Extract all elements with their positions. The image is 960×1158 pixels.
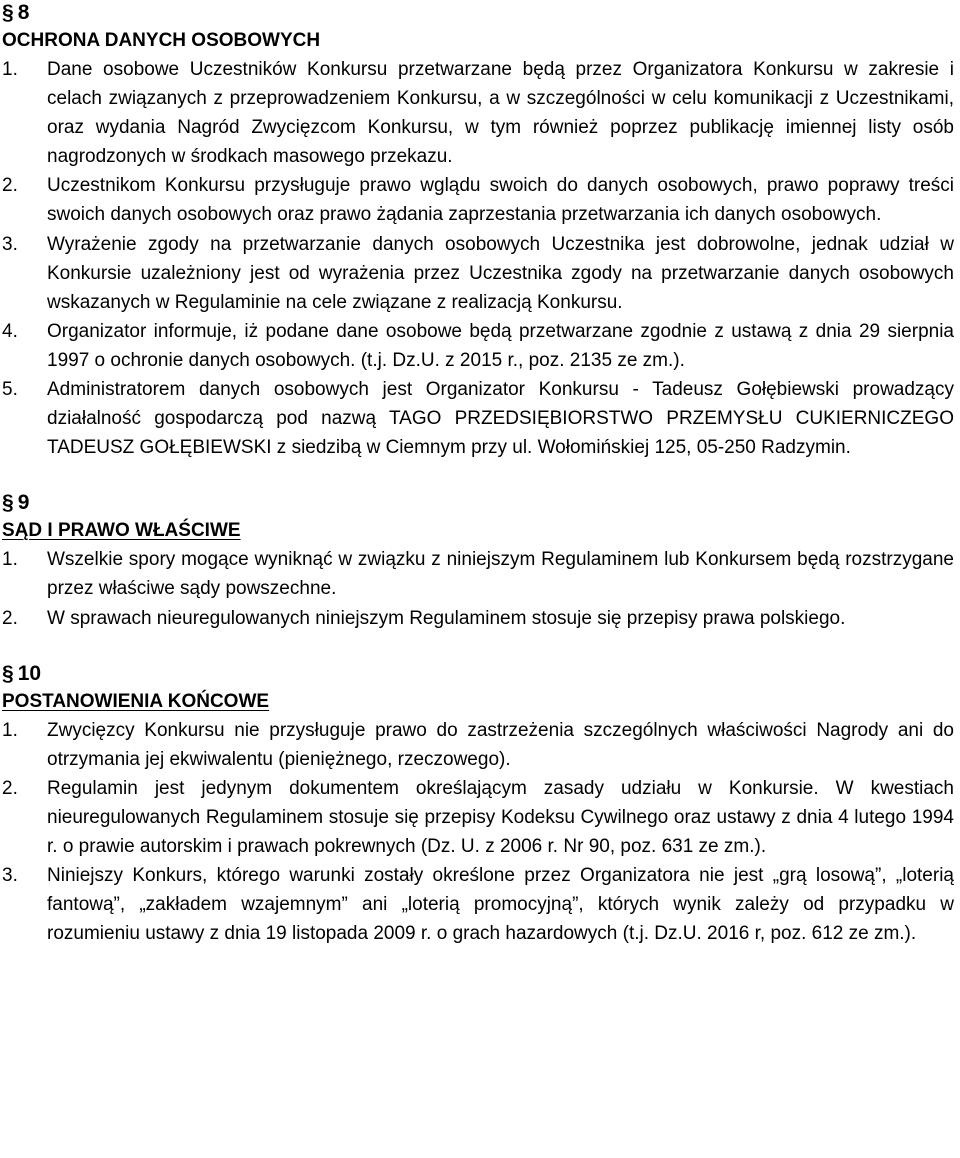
section-title: POSTANOWIENIA KOŃCOWE	[2, 690, 270, 712]
section-sign: §	[2, 1, 14, 24]
item-number: 3.	[2, 233, 18, 255]
item-text: Wyrażenie zgody na przetwarzanie danych osobowych Uczestnika jest dobrowolne, jednak udział w Konkursie uzależniony jest od wyrażenia przez Uczestnika zgody na przetwarzanie danych osobowych wskazanych w Regulaminie na cele związane z realizacją Konkursu.	[47, 233, 954, 313]
list-item	[2, 774, 954, 861]
list-item	[2, 375, 954, 462]
item-text: Administratorem danych osobowych jest Organizator Konkursu - Tadeusz Gołębiewski prowadzący działalność gospodarczą pod nazwą TAGO PRZEDSIĘBIORSTWO PRZEMYSŁU CUKIERNICZEGO TADEUSZ GOŁĘBIEWSKI z siedzibą w Ciemnym przy ul. Wołomińskiej 125, 05-250 Radzymin.	[47, 379, 954, 459]
list-item	[2, 230, 954, 317]
item-number: 1.	[2, 549, 18, 571]
list-item	[2, 545, 954, 603]
item-number: 1.	[2, 719, 18, 741]
item-text: Zwycięzcy Konkursu nie przysługuje prawo do zastrzeżenia szczególnych właściwości Nagrody ani do otrzymania jej ekwiwalentu (pieniężnego, rzeczowego).	[47, 719, 954, 770]
list-item	[2, 55, 954, 171]
item-text: W sprawach nieuregulowanych niniejszym Regulaminem stosuje się przepisy prawa polskiego.	[47, 607, 846, 629]
list-item	[2, 171, 954, 229]
item-number: 4.	[2, 320, 18, 342]
list-item	[2, 604, 954, 633]
section-9	[2, 490, 954, 632]
list-item	[2, 861, 954, 948]
section-8-list	[2, 55, 954, 462]
item-text: Niniejszy Konkurs, którego warunki zostały określone przez Organizatora nie jest „grą losową”, „loterią fantową”, „zakładem wzajemnym” ani „loterią promocyjną”, których wynik zależy od przypadku w rozumieniu ustawy z dnia 19 listopada 2009 r. o grach hazardowych (t.j. Dz.U. 2016 r, poz. 612 ze zm.).	[47, 865, 954, 945]
section-9-list	[2, 545, 954, 632]
section-heading-number: § 9	[2, 491, 30, 515]
list-item	[2, 317, 954, 375]
list-item	[2, 716, 954, 774]
item-text: Wszelkie spory mogące wyniknąć w związku z niniejszym Regulaminem lub Konkursem będą rozstrzygane przez właściwe sądy powszechne.	[47, 549, 954, 600]
item-text: Regulamin jest jedynym dokumentem określającym zasady udziału w Konkursie. W kwestiach nieuregulowanych Regulaminem stosuje się przepisy Kodeksu Cywilnego oraz ustawy z dnia 4 lutego 1994 r. o prawie autorskim i prawach pokrewnych (Dz. U. z 2006 r. Nr 90, poz. 631 ze zm.).	[47, 777, 954, 857]
section-heading-number: § 10	[2, 661, 42, 685]
section-10-list	[2, 716, 954, 949]
section-title: SĄD I PRAWO WŁAŚCIWE	[2, 520, 241, 542]
item-number: 2.	[2, 607, 18, 629]
section-sign: §	[2, 491, 14, 515]
item-text: Organizator informuje, iż podane dane osobowe będą przetwarzane zgodnie z ustawą z dnia 29 sierpnia 1997 o ochronie danych osobowych. (t.j. Dz.U. z 2015 r., poz. 2135 ze zm.).	[47, 320, 954, 371]
item-number: 5.	[2, 379, 18, 401]
section-8	[2, 0, 954, 462]
item-number: 2.	[2, 777, 18, 799]
item-number: 1.	[2, 59, 18, 80]
item-number: 2.	[2, 175, 18, 197]
item-text: Dane osobowe Uczestników Konkursu przetwarzane będą przez Organizatora Konkursu w zakresie i celach związanych z przeprowadzeniem Konkursu, a w szczególności w celu komunikacji z Uczestnikami, oraz wydania Nagród Zwycięzcom Konkursu, w tym również poprzez publikację imiennej listy osób nagrodzonych w środkach masowego przekazu.	[47, 59, 954, 168]
section-sign: §	[2, 661, 14, 685]
section-heading-number: § 8	[2, 1, 30, 24]
item-text: Uczestnikom Konkursu przysługuje prawo wglądu swoich do danych osobowych, prawo poprawy treści swoich danych osobowych oraz prawo żądania zaprzestania przetwarzania ich danych osobowych.	[47, 175, 954, 226]
section-title: OCHRONA DANYCH OSOBOWYCH	[2, 30, 321, 51]
section-10	[2, 661, 954, 949]
item-number: 3.	[2, 865, 18, 887]
